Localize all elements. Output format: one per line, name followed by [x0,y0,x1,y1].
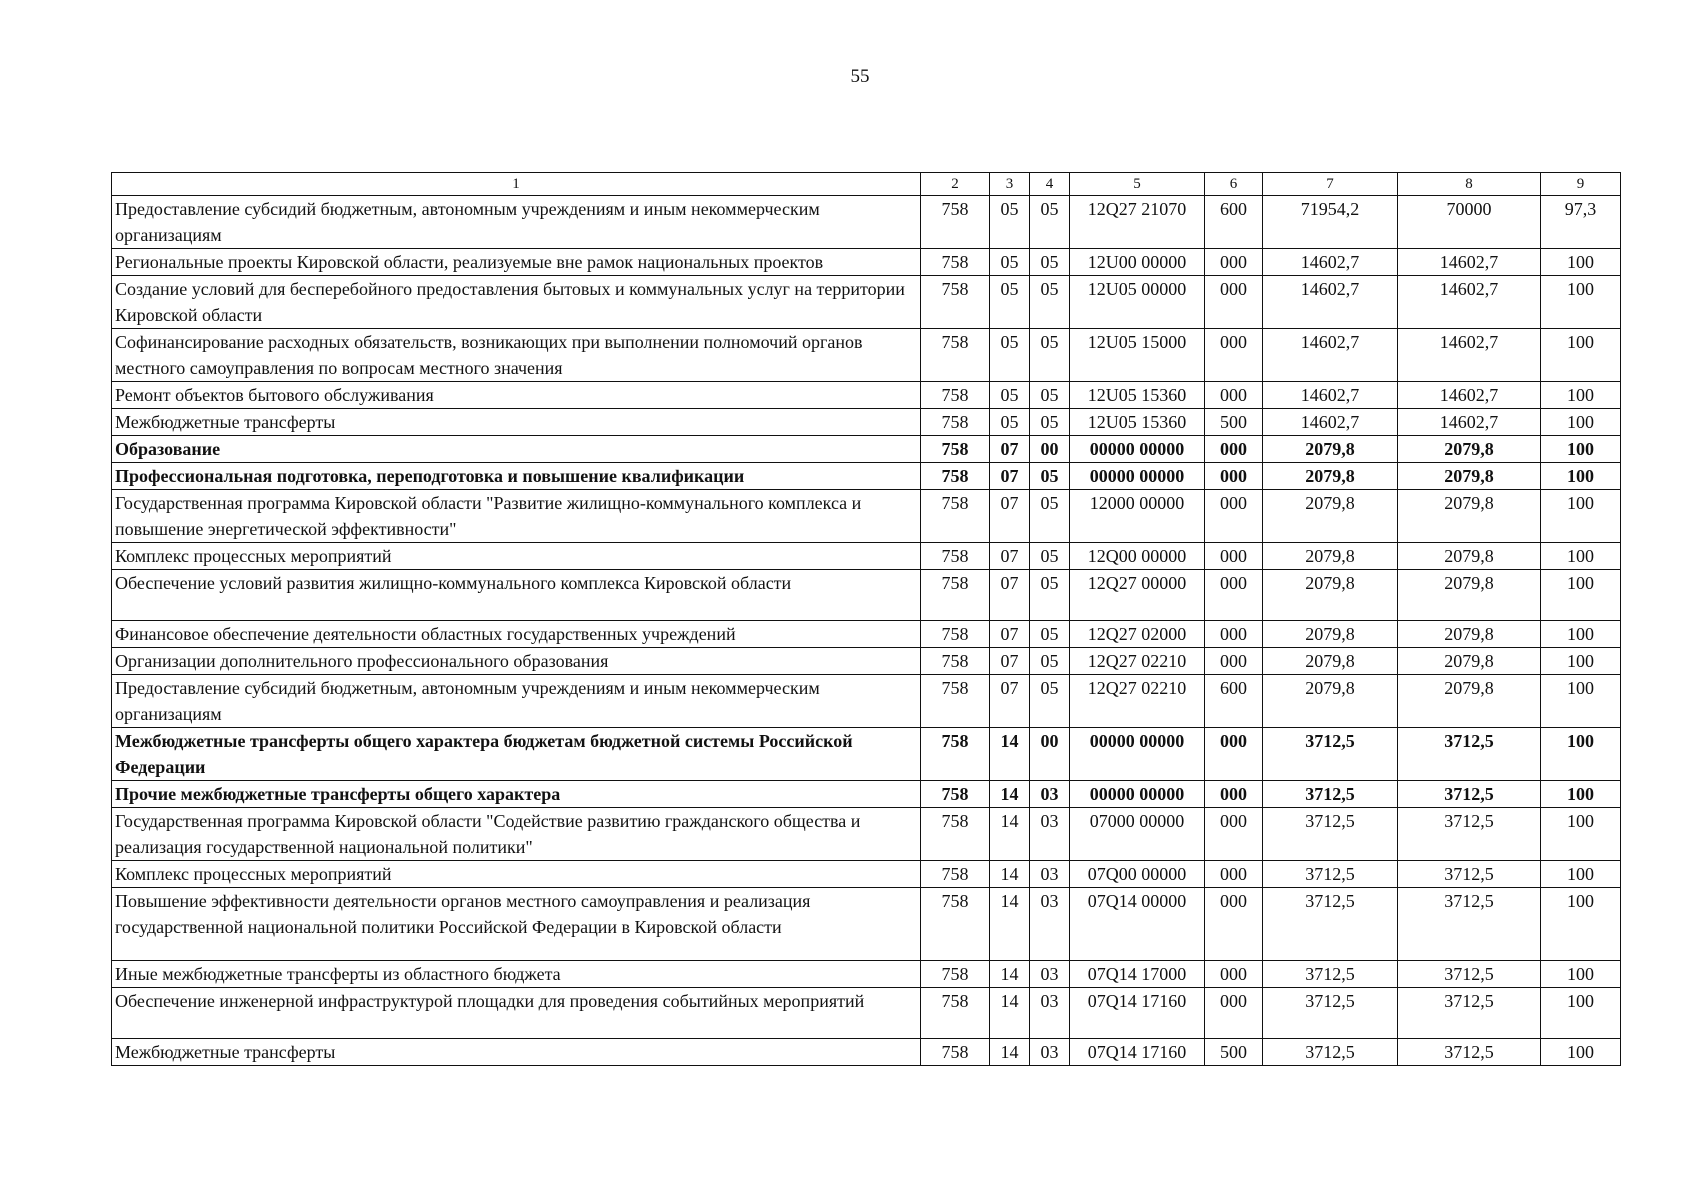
section-code: 14 [990,808,1030,861]
target-article-code: 12U05 15360 [1070,382,1205,409]
planned-amount: 14602,7 [1263,382,1398,409]
subsection-code: 05 [1030,648,1070,675]
section-code: 05 [990,196,1030,249]
subsection-code: 05 [1030,463,1070,490]
planned-amount: 2079,8 [1263,463,1398,490]
item-name: Иные межбюджетные трансферты из областного бюджета [112,961,921,988]
header-row [112,173,1621,196]
planned-amount: 3712,5 [1263,1039,1398,1066]
subsection-code: 05 [1030,621,1070,648]
admin-code: 758 [921,436,990,463]
execution-percent: 100 [1541,648,1621,675]
expense-type-code: 000 [1205,490,1263,543]
subsection-code: 05 [1030,329,1070,382]
subsection-code: 03 [1030,781,1070,808]
expense-type-code: 000 [1205,463,1263,490]
executed-amount: 3712,5 [1398,728,1541,781]
expense-type-code: 000 [1205,329,1263,382]
section-code: 05 [990,276,1030,329]
section-code: 07 [990,490,1030,543]
section-code: 05 [990,382,1030,409]
subsection-code: 03 [1030,888,1070,961]
item-name: Государственная программа Кировской области "Содействие развитию гражданского общества и реализация государственной национальной политики" [112,808,921,861]
planned-amount: 2079,8 [1263,648,1398,675]
target-article-code: 12Q27 02210 [1070,648,1205,675]
section-code: 07 [990,648,1030,675]
executed-amount: 70000 [1398,196,1541,249]
execution-percent: 100 [1541,781,1621,808]
page-number: 55 [850,66,870,87]
table-row [112,436,1621,463]
table-row [112,781,1621,808]
planned-amount: 2079,8 [1263,621,1398,648]
target-article-code: 12Q27 00000 [1070,570,1205,621]
executed-amount: 2079,8 [1398,621,1541,648]
expense-type-code: 000 [1205,961,1263,988]
target-article-code: 07Q00 00000 [1070,861,1205,888]
planned-amount: 14602,7 [1263,249,1398,276]
subsection-code: 05 [1030,543,1070,570]
item-name: Обеспечение инженерной инфраструктурой площадки для проведения событийных мероприятий [112,988,921,1039]
admin-code: 758 [921,196,990,249]
item-name: Межбюджетные трансферты общего характера бюджетам бюджетной системы Российской Федерации [112,728,921,781]
table-row [112,570,1621,621]
executed-amount: 14602,7 [1398,276,1541,329]
target-article-code: 12Q27 02000 [1070,621,1205,648]
target-article-code: 07Q14 17160 [1070,988,1205,1039]
item-name: Обеспечение условий развития жилищно-коммунального комплекса Кировской области [112,570,921,621]
execution-percent: 100 [1541,329,1621,382]
target-article-code: 07Q14 17160 [1070,1039,1205,1066]
section-code: 05 [990,249,1030,276]
section-code: 14 [990,728,1030,781]
planned-amount: 2079,8 [1263,570,1398,621]
expense-type-code: 000 [1205,382,1263,409]
table-row [112,543,1621,570]
item-name: Софинансирование расходных обязательств, возникающих при выполнении полномочий органов местного самоуправления по вопросам местного значения [112,329,921,382]
planned-amount: 3712,5 [1263,961,1398,988]
target-article-code: 12Q27 02210 [1070,675,1205,728]
planned-amount: 2079,8 [1263,543,1398,570]
planned-amount: 14602,7 [1263,329,1398,382]
expense-type-code: 000 [1205,276,1263,329]
table-row [112,888,1621,961]
target-article-code: 12U05 15360 [1070,409,1205,436]
target-article-code: 07Q14 17000 [1070,961,1205,988]
table-row [112,329,1621,382]
execution-percent: 100 [1541,808,1621,861]
target-article-code: 00000 00000 [1070,728,1205,781]
subsection-code: 05 [1030,570,1070,621]
item-name: Предоставление субсидий бюджетным, автономным учреждениям и иным некоммерческим организациям [112,675,921,728]
admin-code: 758 [921,543,990,570]
execution-percent: 100 [1541,621,1621,648]
admin-code: 758 [921,781,990,808]
planned-amount: 2079,8 [1263,490,1398,543]
subsection-code: 05 [1030,382,1070,409]
subsection-code: 05 [1030,490,1070,543]
target-article-code: 12U05 00000 [1070,276,1205,329]
execution-percent: 100 [1541,543,1621,570]
expense-type-code: 500 [1205,1039,1263,1066]
executed-amount: 14602,7 [1398,249,1541,276]
execution-percent: 100 [1541,249,1621,276]
item-name: Межбюджетные трансферты [112,1039,921,1066]
section-code: 07 [990,463,1030,490]
section-code: 14 [990,961,1030,988]
executed-amount: 3712,5 [1398,808,1541,861]
item-name: Комплекс процессных мероприятий [112,543,921,570]
executed-amount: 14602,7 [1398,382,1541,409]
target-article-code: 12Q27 21070 [1070,196,1205,249]
executed-amount: 3712,5 [1398,1039,1541,1066]
execution-percent: 100 [1541,463,1621,490]
executed-amount: 2079,8 [1398,543,1541,570]
expense-type-code: 500 [1205,409,1263,436]
column-header: 9 [1541,173,1621,196]
admin-code: 758 [921,329,990,382]
expense-type-code: 000 [1205,570,1263,621]
column-header: 6 [1205,173,1263,196]
planned-amount: 3712,5 [1263,888,1398,961]
target-article-code: 00000 00000 [1070,436,1205,463]
item-name: Повышение эффективности деятельности органов местного самоуправления и реализация государственной национальной политики Российской Федерации в Кировской области [112,888,921,961]
budget-table [111,172,1621,1066]
executed-amount: 14602,7 [1398,329,1541,382]
item-name: Финансовое обеспечение деятельности областных государственных учреждений [112,621,921,648]
section-code: 07 [990,675,1030,728]
execution-percent: 97,3 [1541,196,1621,249]
table-row [112,1039,1621,1066]
table-row [112,490,1621,543]
column-header: 4 [1030,173,1070,196]
item-name: Организации дополнительного профессионального образования [112,648,921,675]
table-row [112,249,1621,276]
expense-type-code: 000 [1205,728,1263,781]
target-article-code: 07000 00000 [1070,808,1205,861]
executed-amount: 3712,5 [1398,861,1541,888]
admin-code: 758 [921,409,990,436]
target-article-code: 07Q14 00000 [1070,888,1205,961]
admin-code: 758 [921,808,990,861]
admin-code: 758 [921,648,990,675]
subsection-code: 00 [1030,728,1070,781]
execution-percent: 100 [1541,861,1621,888]
table-row [112,276,1621,329]
expense-type-code: 000 [1205,436,1263,463]
admin-code: 758 [921,888,990,961]
item-name: Прочие межбюджетные трансферты общего характера [112,781,921,808]
executed-amount: 2079,8 [1398,648,1541,675]
admin-code: 758 [921,570,990,621]
table-body [112,196,1621,1066]
section-code: 07 [990,570,1030,621]
admin-code: 758 [921,728,990,781]
subsection-code: 03 [1030,1039,1070,1066]
section-code: 07 [990,436,1030,463]
executed-amount: 2079,8 [1398,570,1541,621]
executed-amount: 2079,8 [1398,675,1541,728]
expense-type-code: 000 [1205,861,1263,888]
admin-code: 758 [921,988,990,1039]
item-name: Региональные проекты Кировской области, реализуемые вне рамок национальных проектов [112,249,921,276]
column-header: 5 [1070,173,1205,196]
table-row [112,961,1621,988]
execution-percent: 100 [1541,888,1621,961]
expense-type-code: 000 [1205,988,1263,1039]
subsection-code: 05 [1030,675,1070,728]
section-code: 14 [990,861,1030,888]
section-code: 07 [990,543,1030,570]
planned-amount: 3712,5 [1263,781,1398,808]
item-name: Образование [112,436,921,463]
subsection-code: 03 [1030,861,1070,888]
table-row [112,861,1621,888]
item-name: Предоставление субсидий бюджетным, автономным учреждениям и иным некоммерческим организациям [112,196,921,249]
execution-percent: 100 [1541,728,1621,781]
table-row [112,808,1621,861]
section-code: 14 [990,888,1030,961]
planned-amount: 3712,5 [1263,808,1398,861]
item-name: Межбюджетные трансферты [112,409,921,436]
subsection-code: 03 [1030,961,1070,988]
execution-percent: 100 [1541,675,1621,728]
subsection-code: 00 [1030,436,1070,463]
planned-amount: 3712,5 [1263,988,1398,1039]
execution-percent: 100 [1541,1039,1621,1066]
expense-type-code: 600 [1205,675,1263,728]
planned-amount: 14602,7 [1263,276,1398,329]
subsection-code: 05 [1030,249,1070,276]
target-article-code: 00000 00000 [1070,781,1205,808]
item-name: Государственная программа Кировской области "Развитие жилищно-коммунального комплекса и повышение энергетической эффективности" [112,490,921,543]
planned-amount: 3712,5 [1263,728,1398,781]
section-code: 05 [990,409,1030,436]
execution-percent: 100 [1541,570,1621,621]
item-name: Создание условий для бесперебойного предоставления бытовых и коммунальных услуг на территории Кировской области [112,276,921,329]
target-article-code: 12U00 00000 [1070,249,1205,276]
execution-percent: 100 [1541,988,1621,1039]
table-row [112,675,1621,728]
table-row [112,648,1621,675]
target-article-code: 00000 00000 [1070,463,1205,490]
planned-amount: 71954,2 [1263,196,1398,249]
table-row [112,621,1621,648]
subsection-code: 03 [1030,988,1070,1039]
admin-code: 758 [921,1039,990,1066]
execution-percent: 100 [1541,382,1621,409]
target-article-code: 12U05 15000 [1070,329,1205,382]
expense-type-code: 000 [1205,781,1263,808]
planned-amount: 14602,7 [1263,409,1398,436]
table-row [112,409,1621,436]
execution-percent: 100 [1541,961,1621,988]
expense-type-code: 000 [1205,249,1263,276]
executed-amount: 2079,8 [1398,490,1541,543]
execution-percent: 100 [1541,490,1621,543]
item-name: Ремонт объектов бытового обслуживания [112,382,921,409]
admin-code: 758 [921,621,990,648]
target-article-code: 12000 00000 [1070,490,1205,543]
table-row [112,196,1621,249]
section-code: 07 [990,621,1030,648]
executed-amount: 3712,5 [1398,888,1541,961]
subsection-code: 05 [1030,276,1070,329]
planned-amount: 2079,8 [1263,675,1398,728]
admin-code: 758 [921,861,990,888]
column-header: 2 [921,173,990,196]
expense-type-code: 600 [1205,196,1263,249]
subsection-code: 05 [1030,409,1070,436]
executed-amount: 14602,7 [1398,409,1541,436]
executed-amount: 2079,8 [1398,436,1541,463]
column-header: 3 [990,173,1030,196]
executed-amount: 3712,5 [1398,988,1541,1039]
execution-percent: 100 [1541,276,1621,329]
table-row [112,463,1621,490]
admin-code: 758 [921,382,990,409]
section-code: 14 [990,781,1030,808]
expense-type-code: 000 [1205,543,1263,570]
planned-amount: 3712,5 [1263,861,1398,888]
section-code: 14 [990,1039,1030,1066]
admin-code: 758 [921,276,990,329]
admin-code: 758 [921,249,990,276]
section-code: 14 [990,988,1030,1039]
table-row [112,728,1621,781]
column-header: 1 [112,173,921,196]
column-header: 8 [1398,173,1541,196]
admin-code: 758 [921,961,990,988]
subsection-code: 03 [1030,808,1070,861]
section-code: 05 [990,329,1030,382]
expense-type-code: 000 [1205,648,1263,675]
execution-percent: 100 [1541,436,1621,463]
target-article-code: 12Q00 00000 [1070,543,1205,570]
expense-type-code: 000 [1205,808,1263,861]
executed-amount: 2079,8 [1398,463,1541,490]
subsection-code: 05 [1030,196,1070,249]
table-row [112,382,1621,409]
admin-code: 758 [921,463,990,490]
table-row [112,988,1621,1039]
item-name: Профессиональная подготовка, переподготовка и повышение квалификации [112,463,921,490]
expense-type-code: 000 [1205,621,1263,648]
admin-code: 758 [921,675,990,728]
admin-code: 758 [921,490,990,543]
expense-type-code: 000 [1205,888,1263,961]
planned-amount: 2079,8 [1263,436,1398,463]
column-header: 7 [1263,173,1398,196]
item-name: Комплекс процессных мероприятий [112,861,921,888]
execution-percent: 100 [1541,409,1621,436]
executed-amount: 3712,5 [1398,781,1541,808]
executed-amount: 3712,5 [1398,961,1541,988]
